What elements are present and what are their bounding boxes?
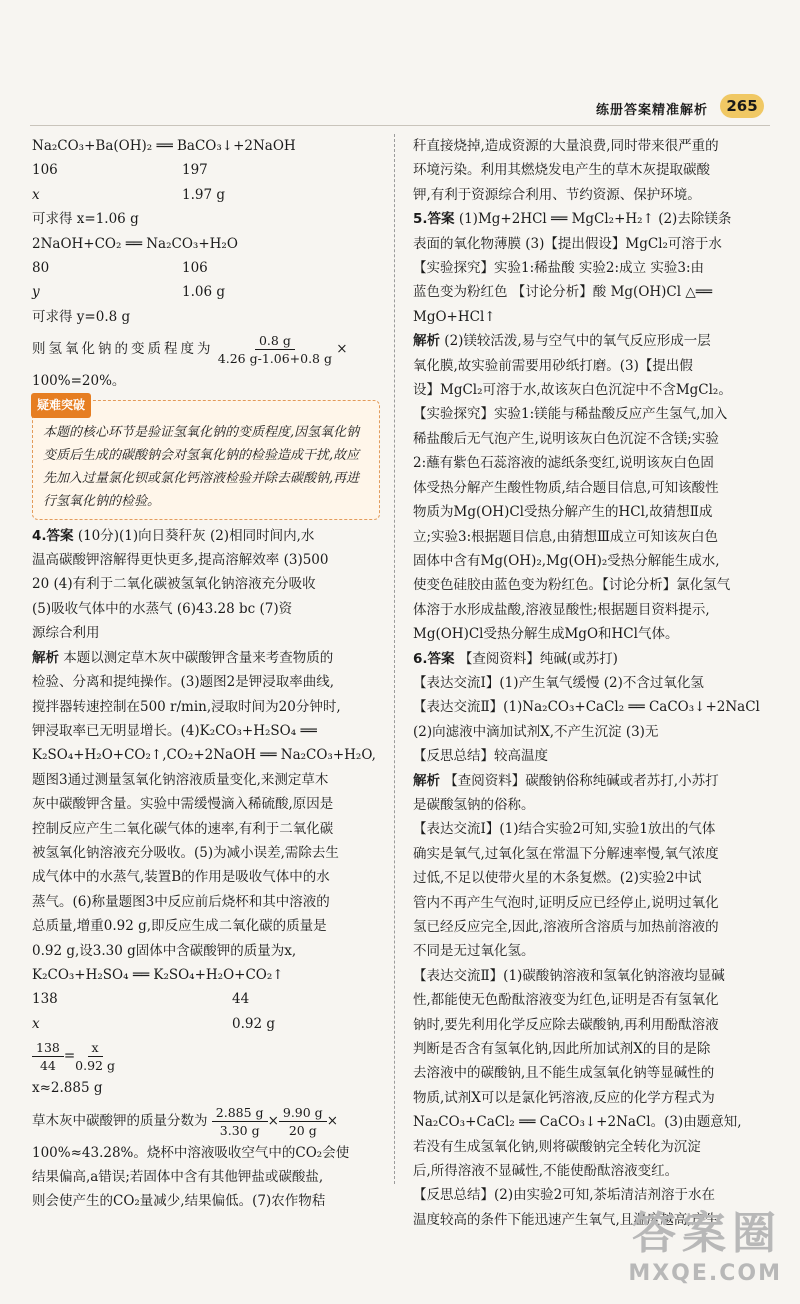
q6-line: 【反思总结】较高温度 <box>413 748 548 765</box>
continued-line: 秆直接烧掉,造成资源的大量浪费,同时带来很严重的 <box>413 138 719 154</box>
q4-jiexi-line: 钾浸取率已无明显增长。(4)K₂CO₃+H₂SO₄ ══ <box>32 722 317 739</box>
q4-line-4: (5)吸收气体中的水蒸气 (6)43.28 bc (7)资 <box>32 600 293 617</box>
q6-jiexi-line: 氢已经反应完全,因此,溶液所含溶质与加热前溶液的 <box>413 919 719 935</box>
q4-jiexi-line: 0.92 g,设3.30 g固体中含碳酸钾的质量为x, <box>32 942 297 959</box>
q6-jiexi-line: 过低,不足以使带火星的木条复燃。(2)实验2中试 <box>413 870 702 887</box>
q6-jiexi-line: 后,所得溶液不显碱性,不能使酚酞溶液变红。 <box>413 1163 679 1180</box>
q6-line: (2)向滤液中滴加试剂X,不产生沉淀 (3)无 <box>413 723 659 740</box>
q4-jiexi-line: 蒸气。(6)称量题图3中反应前后烧杯和其中溶液的 <box>32 893 330 910</box>
q6-jiexi-line: 是碳酸氢钠的俗称。 <box>413 796 535 813</box>
q4-jiexi-line: 灰中碳酸钾含量。实验中需缓慢滴入稀硫酸,原因是 <box>32 796 334 813</box>
q6-jiexi-line: 去溶液中的碳酸钠,且不能生成氢氧化钠等显碱性的 <box>413 1065 715 1082</box>
q6-jiexi-line: Na₂CO₃+CaCl₂ ══ CaCO₃↓+2NaCl。(3)由题意知, <box>413 1114 742 1131</box>
q6-jiexi-line: 判断是否含有氢氧化钠,因此所加试剂X的目的是除 <box>413 1041 711 1058</box>
continued-line: 钾,有利于资源综合利用、节约资源、保护环境。 <box>413 186 701 203</box>
mass-fraction-line: 草木灰中碳酸钾的质量分数为 $\frac{2.885 g}{3.30 g}$ × $\frac{9.90 g}{20 g}$ × <box>32 1104 338 1138</box>
right-column <box>413 134 771 1232</box>
q4-line-5: 源综合利用 <box>32 625 100 642</box>
watermark-text: 答案圈 <box>632 1208 782 1259</box>
q4-line-2: 温高碳酸钾溶解得更快更多,提高溶解效率 (3)500 <box>32 552 329 569</box>
q4-line-3: 20 (4)有利于二氧化碳被氢氧化钠溶液充分吸收 <box>32 576 316 593</box>
q5-line: MgO+HCl↑ <box>413 308 496 325</box>
q4-jiexi-line: 搅拌器转速控制在500 r/min,浸取时间为20分钟时, <box>32 698 341 715</box>
q6-line-1: 6.答案 【查阅资料】纯碱(或苏打) <box>413 650 618 667</box>
q5-jiexi-line-1: 解析 (2)镁较活泼,易与空气中的氧气反应形成一层 <box>413 333 711 350</box>
x-result: 可求得 x=1.06 g <box>32 211 139 228</box>
q5-line: 蓝色变为粉红色 【讨论分析】酸 Mg(OH)Cl △══ <box>413 284 712 301</box>
tip-text: 本题的核心环节是验证氢氧化钠的变质程度,因氢氧化钠变质后生成的碳酸钠会对氢氧化钠的检验造成干扰,故应先加入过量氯化钡或氯化钙溶液检验并除去碳酸钠,再进行氢氧化钠的检验。 <box>43 424 360 509</box>
q6-jiexi-line: 【表达交流Ⅰ】(1)结合实验2可知,实验1放出的气体 <box>413 821 716 838</box>
q6-jiexi-line: 【表达交流Ⅱ】(1)碳酸钠溶液和氢氧化钠溶液均显碱 <box>413 967 725 984</box>
q4-jiexi-label: 解析 <box>32 649 59 666</box>
degree-fraction: $\frac{0.8 g}{4.26 g-1.06+0.8 g}$ <box>217 333 332 367</box>
q6-jiexi-line: 管内不再产生气泡时,证明反应已经停止,说明过氧化 <box>413 894 719 911</box>
q5-jiexi-line: 2:蘸有紫色石蕊溶液的滤纸条变红,说明该灰白色固 <box>413 455 714 472</box>
continued-line: 环境污染。利用其燃烧发电产生的草木灰提取碳酸 <box>413 162 710 179</box>
q5-jiexi-line: 物质为Mg(OH)Cl受热分解产生的HCl,故猜想Ⅱ成 <box>413 504 713 521</box>
q6-jiexi-line: 不同是无过氧化氢。 <box>413 943 535 960</box>
fraction-1: $\frac{2.885 g}{3.30 g}$ <box>212 1104 268 1139</box>
q6-jiexi-label: 解析 <box>413 772 440 789</box>
watermark-url: MXQE.COM <box>628 1261 782 1286</box>
q4-label: 4.答案 <box>32 527 74 544</box>
q6-jiexi-line: 若没有生成氢氧化钠,则将碳酸钠完全转化为沉淀 <box>413 1138 701 1155</box>
equation-2-ratio-row: 80 106 <box>32 260 208 277</box>
q6-jiexi-line: 确实是氧气,过氧化氢在常温下分解速率慢,氧气浓度 <box>413 845 719 862</box>
y-result: 可求得 y=0.8 g <box>32 308 131 325</box>
column-divider <box>394 134 395 1184</box>
header-title: 练册答案精准解析 <box>595 103 708 118</box>
q5-line: 表面的氧化物薄膜 (3)【提出假设】MgCl₂可溶于水 <box>413 235 722 252</box>
q5-jiexi-line: 立;实验3:根据题目信息,由猜想Ⅲ成立可知该灰白色 <box>413 528 718 545</box>
tip-box <box>32 397 380 520</box>
degree-result: 100%=20%。 <box>32 373 126 390</box>
q4-jiexi-line-1: 解析 本题以测定草木灰中碳酸钾含量来考查物质的 <box>32 649 334 666</box>
q5-jiexi-line: 氧化膜,故实验前需要用砂纸打磨。(3)【提出假 <box>413 357 693 374</box>
q5-jiexi-line: 【实验探究】实验1:镁能与稀盐酸反应产生氢气,加入 <box>413 406 728 423</box>
q5-jiexi-line: 固体中含有Mg(OH)₂,Mg(OH)₂受热分解能生成水, <box>413 552 720 569</box>
q6-jiexi-line-1: 解析 【查阅资料】碳酸钠俗称纯碱或者苏打,小苏打 <box>413 772 719 789</box>
q5-jiexi-label: 解析 <box>413 333 440 350</box>
q5-jiexi-line: 使变色硅胶由蓝色变为粉红色。【讨论分析】氯化氢气 <box>413 577 731 594</box>
ratio-a: $\frac{138}{44}$ <box>32 1039 64 1074</box>
equation-3-ratio-row: 138 44 <box>32 991 250 1008</box>
equation-2: 2NaOH+CO₂ ══ Na₂CO₃+H₂O <box>32 235 238 252</box>
q5-jiexi-line: 体溶于水形成盐酸,溶液显酸性;根据题目资料提示, <box>413 601 710 618</box>
q6-jiexi-line: 物质,试剂X可以是氯化钙溶液,反应的化学方程式为 <box>413 1089 715 1106</box>
equation-1: Na₂CO₃+Ba(OH)₂ ══ BaCO₃↓+2NaOH <box>32 138 296 154</box>
q5-jiexi-line: 体受热分解产生酸性物质,结合题目信息,可知该酸性 <box>413 479 719 496</box>
equation-3-value-row: x 0.92 g <box>32 1015 275 1032</box>
q5-line: 【实验探究】实验1:稀盐酸 实验2:成立 实验3:由 <box>413 260 704 277</box>
q6-line: 【表达交流Ⅰ】(1)产生氧气缓慢 (2)不含过氧化氢 <box>413 674 704 691</box>
q4-jiexi-line: K₂SO₄+H₂O+CO₂↑,CO₂+2NaOH ══ Na₂CO₃+H₂O, <box>32 747 376 764</box>
q4-jiexi-line: 控制反应产生二氧化碳气体的速率,有利于二氧化碳 <box>32 820 334 837</box>
ratio-b: $\frac{x}{0.92 g}$ <box>75 1040 115 1074</box>
q4-jiexi-line: 题图3通过测量氢氧化钠溶液质量变化,来测定草木 <box>32 771 329 788</box>
ratio-line: $\frac{138}{44}$ = $\frac{x}{0.92 g}$ <box>32 1036 380 1076</box>
q6-jiexi-line: 钠时,要先利用化学反应除去碳酸钠,再利用酚酞溶液 <box>413 1016 719 1033</box>
left-column <box>32 134 380 1214</box>
q6-label: 6.答案 <box>413 650 455 667</box>
equation-1-value-row: x 1.97 g <box>32 186 225 203</box>
q6-jiexi-line: 【反思总结】(2)由实验2可知,茶垢清洁剂溶于水在 <box>413 1187 716 1204</box>
fraction-2: $\frac{9.90 g}{20 g}$ <box>279 1104 327 1139</box>
tail-line: 则会使产生的CO₂量减少,结果偏低。(7)农作物秸 <box>32 1193 326 1210</box>
q5-jiexi-line: 稀盐酸后无气泡产生,说明该灰白色沉淀不含镁;实验 <box>413 430 719 447</box>
q4-line-1: 4.答案 (10分)(1)向日葵秆灰 (2)相同时间内,水 <box>32 527 315 544</box>
q5-label: 5.答案 <box>413 211 455 228</box>
degree-line: 则氢氧化钠的变质程度为 $\frac{0.8 g}{4.26 g-1.06+0.8 g}$ × <box>32 333 348 367</box>
q5-jiexi-line: Mg(OH)Cl受热分解生成MgO和HCl气体。 <box>413 626 679 643</box>
q4-jiexi-line: 被氢氧化钠溶液充分吸收。(5)为减小误差,需除去生 <box>32 844 339 861</box>
tip-label: 疑难突破 <box>31 393 91 418</box>
equation-1-ratio-row: 106 197 <box>32 162 208 179</box>
q6-jiexi-line: 性,都能使无色酚酞溶液变为红色,证明是否有氢氧化 <box>413 992 719 1009</box>
q4-jiexi-line: 成气体中的水蒸气,装置B的作用是吸收气体中的水 <box>32 869 330 886</box>
q5-line-1: 5.答案 (1)Mg+2HCl ══ MgCl₂+H₂↑ (2)去除镁条 <box>413 211 732 228</box>
tail-line: 100%≈43.28%。烧杯中溶液吸收空气中的CO₂会使 <box>32 1144 350 1161</box>
header-divider <box>30 125 770 126</box>
equation-3: K₂CO₃+H₂SO₄ ══ K₂SO₄+H₂O+CO₂↑ <box>32 966 284 983</box>
q6-line: 【表达交流Ⅱ】(1)Na₂CO₃+CaCl₂ ══ CaCO₃↓+2NaCl <box>413 699 760 716</box>
tail-line: 结果偏高,a错误;若固体中含有其他钾盐或碳酸盐, <box>32 1169 324 1185</box>
page-number: 265 <box>720 94 764 118</box>
watermark-logo <box>628 1197 782 1286</box>
equation-2-value-row: y 1.06 g <box>32 284 225 301</box>
q4-jiexi-line: 检验、分离和提纯操作。(3)题图2是钾浸取率曲线, <box>32 674 335 691</box>
q4-jiexi-line: 总质量,增重0.92 g,即反应生成二氧化碳的质量是 <box>32 918 327 935</box>
q5-jiexi-line: 设】MgCl₂可溶于水,故该灰白色沉淀中不含MgCl₂。 <box>413 382 732 399</box>
page-header <box>0 0 800 132</box>
q6-jiexi-line: 温度较高的条件下能迅速产生氧气,且温度越高,产生 <box>413 1211 719 1228</box>
x-approx: x≈2.885 g <box>32 1080 103 1097</box>
